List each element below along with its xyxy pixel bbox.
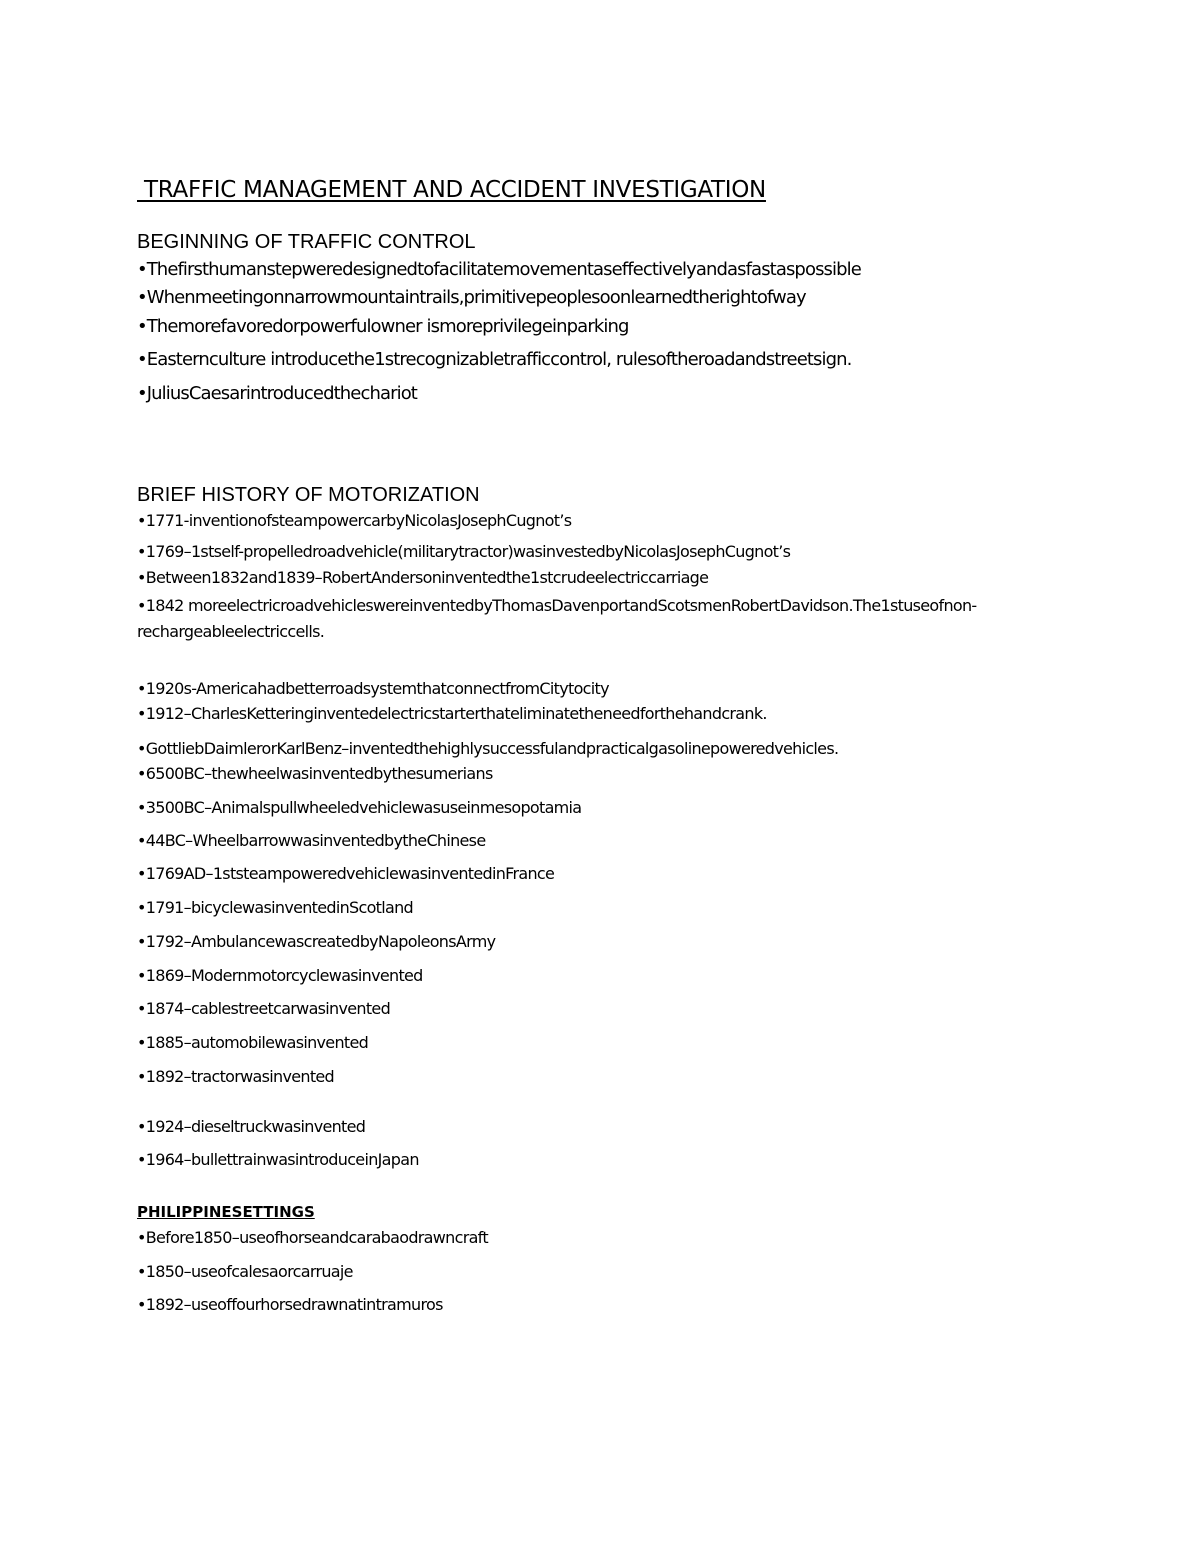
list-item: •Easternculture introducethe1strecognizabletrafficcontrol, rulesoftheroadandstreetsign. [137,349,852,370]
list-item: •1769AD–1ststeampoweredvehiclewasinventedinFrance [137,864,555,883]
list-item: •1892–useoffourhorsedrawnatintramuros [137,1295,443,1314]
list-item: •1850–useofcalesaorcarruaje [137,1262,353,1281]
section-heading-motorization: BRIEF HISTORY OF MOTORIZATION [137,484,480,506]
list-item: •Whenmeetingonnarrowmountaintrails,primitivepeoplesoonlearnedtherightofway [137,287,806,308]
list-item: •JuliusCaesarintroducedthechariot [137,383,417,404]
list-item: •1924–dieseltruckwasinvented [137,1117,366,1136]
list-item: •1791–bicyclewasinventedinScotland [137,898,413,917]
list-item: •1771-inventionofsteampowercarbyNicolasJosephCugnot’s [137,511,572,530]
list-item: •44BC–WheelbarrowwasinventedbytheChinese [137,831,486,850]
list-item: •1842 moreelectricroadvehicleswereinventedbyThomasDavenportandScotsmenRobertDavidson.The1stuseofnon-rechargeableelectriccells. [137,596,977,641]
list-item: •1769–1stself-propelledroadvehicle(militarytractor)wasinvestedbyNicolasJosephCugnot’s [137,542,791,561]
list-item: •1869–Modernmotorcyclewasinvented [137,966,423,985]
list-item: •GottliebDaimlerorKarlBenz–inventedthehighlysuccessfulandpracticalgasolinepoweredvehicles. [137,739,839,758]
list-item: •1792–AmbulancewascreatedbyNapoleonsArmy [137,932,496,951]
list-item: •Themorefavoredorpowerfulowner ismoreprivilegeinparking [137,316,629,337]
list-item: •1920s-AmericahadbetterroadsystemthatconnectfromCitytocity [137,679,609,698]
list-item: •Thefirsthumanstepweredesignedtofacilitatemovementaseffectivelyandasfastaspossible [137,259,861,280]
list-item: •1964–bullettrainwasintroduceinJapan [137,1150,419,1169]
section-heading-philippine-settings: PHILIPPINESETTINGS [137,1203,315,1221]
list-item: •3500BC–Animalspullwheeledvehiclewasuseinmesopotamia [137,798,582,817]
section-heading-traffic-control: BEGINNING OF TRAFFIC CONTROL [137,231,476,253]
list-item: •Before1850–useofhorseandcarabaodrawncraft [137,1228,488,1247]
list-item: •1892–tractorwasinvented [137,1067,334,1086]
list-item: •1912–CharlesKetteringinventedelectricstarterthateliminatetheneedforthehandcrank. [137,704,767,723]
document-title: TRAFFIC MANAGEMENT AND ACCIDENT INVESTIGATION [137,177,766,203]
list-item: •6500BC–thewheelwasinventedbythesumerians [137,764,493,783]
list-item: •1885–automobilewasinvented [137,1033,369,1052]
list-item: •1874–cablestreetcarwasinvented [137,999,391,1018]
list-item: •Between1832and1839–RobertAndersoninventedthe1stcrudeelectriccarriage [137,568,709,587]
